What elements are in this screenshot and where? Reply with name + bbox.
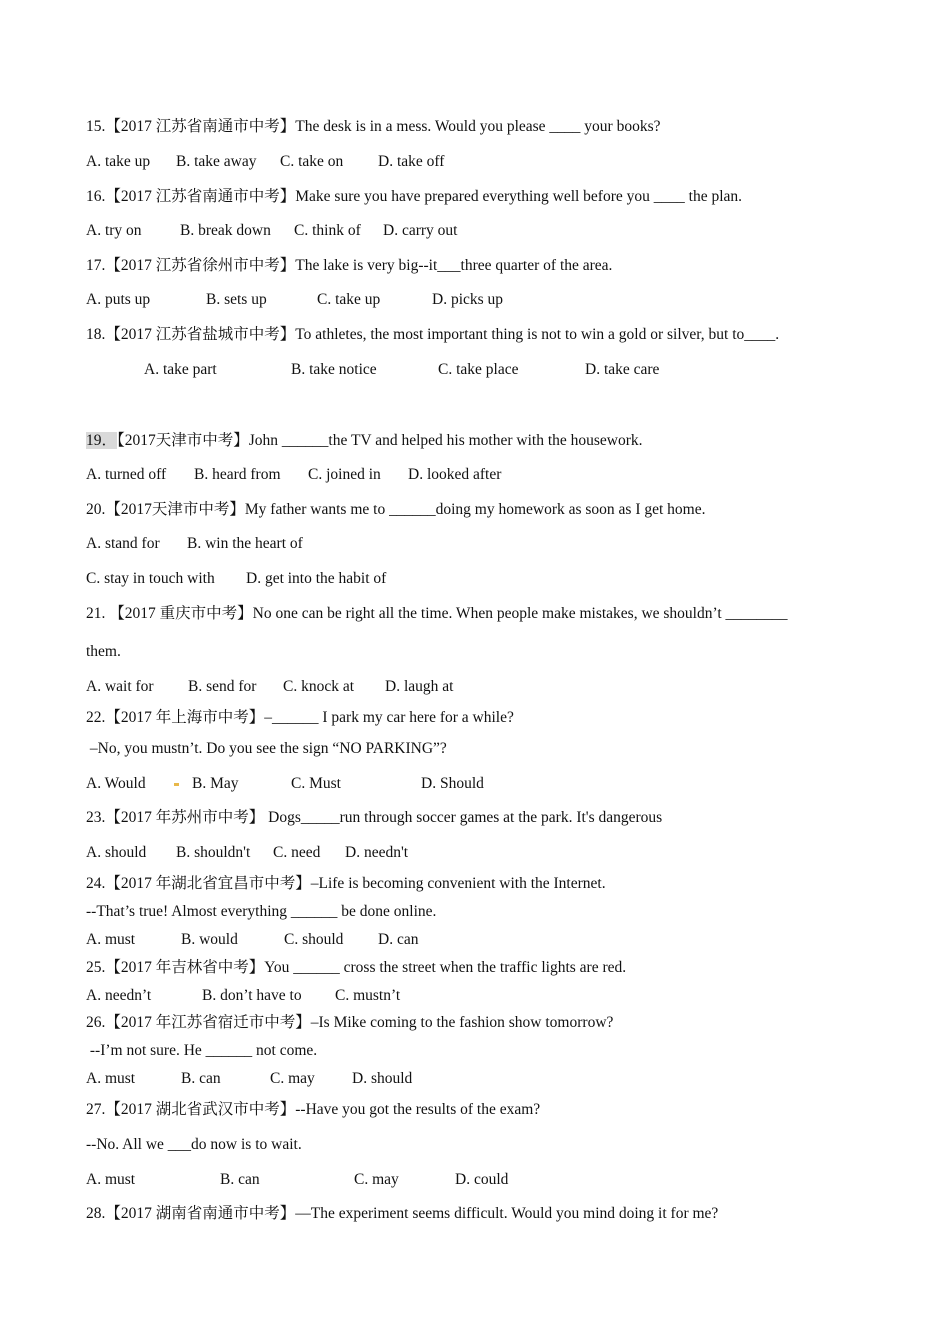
question-28: 28.【2017 湖南省南通市中考】—The experiment seems difficult. Would you mind doing it for me? bbox=[86, 1205, 719, 1222]
question-17-options bbox=[86, 291, 886, 309]
option-b: B. sets up bbox=[206, 291, 267, 308]
question-22-answer: –No, you mustn’t. Do you see the sign “NO PARKING”? bbox=[86, 740, 447, 757]
question-18: 18.【2017 江苏省盐城市中考】To athletes, the most important thing is not to win a gold or silver, but to____. bbox=[86, 326, 780, 343]
question-19-options bbox=[86, 466, 886, 484]
question-27-answer: --No. All we ___do now is to wait. bbox=[86, 1136, 302, 1153]
option-a: A. must bbox=[86, 1070, 136, 1087]
option-c: C. may bbox=[270, 1070, 315, 1087]
question-17: 17.【2017 江苏省徐州市中考】The lake is very big--it___three quarter of the area. bbox=[86, 257, 613, 274]
option-c: C. joined in bbox=[308, 466, 381, 483]
option-c: C. take place bbox=[438, 361, 519, 378]
question-21-continuation: them. bbox=[86, 643, 121, 660]
option-a: A. puts up bbox=[86, 291, 151, 308]
option-b: B. would bbox=[181, 931, 238, 948]
option-b: B. break down bbox=[180, 222, 271, 239]
question-23: 23.【2017 年苏州市中考】 Dogs_____run through soccer games at the park. It's dangerous bbox=[86, 809, 663, 826]
option-d: D. picks up bbox=[432, 291, 504, 308]
option-b: B. heard from bbox=[194, 466, 281, 483]
question-25: 25.【2017 年吉林省中考】You ______ cross the street when the traffic lights are red. bbox=[86, 959, 627, 976]
option-a: A. must bbox=[86, 1171, 136, 1188]
question-22-options bbox=[86, 775, 886, 793]
option-a: A. should bbox=[86, 844, 147, 861]
question-20-options-row1 bbox=[86, 535, 886, 553]
option-c: C. may bbox=[354, 1171, 399, 1188]
option-d: D. laugh at bbox=[385, 678, 454, 695]
option-a: A. must bbox=[86, 931, 136, 948]
option-b: B. win the heart of bbox=[187, 535, 303, 552]
option-c: C. knock at bbox=[283, 678, 355, 695]
question-15: 15.【2017 江苏省南通市中考】The desk is in a mess. Would you please ____ your books? bbox=[86, 118, 661, 135]
question-26-answer: --I’m not sure. He ______ not come. bbox=[86, 1042, 318, 1059]
question-15-options bbox=[86, 153, 886, 171]
question-19-text: 【2017天津市中考】John ______the TV and helped his mother with the housework. bbox=[117, 432, 643, 449]
option-d: D. can bbox=[378, 931, 419, 948]
option-d: D. should bbox=[352, 1070, 413, 1087]
option-d: D. take off bbox=[378, 153, 445, 170]
option-d: D. Should bbox=[421, 775, 484, 792]
question-26-options bbox=[86, 1070, 886, 1088]
question-number-highlight: 19． bbox=[86, 432, 118, 449]
option-c: C. stay in touch with bbox=[86, 570, 215, 587]
option-d: D. take care bbox=[585, 361, 660, 378]
option-b: B. send for bbox=[188, 678, 257, 695]
option-d: D. carry out bbox=[383, 222, 458, 239]
option-a: A. Would bbox=[86, 775, 146, 792]
option-c: C. take up bbox=[317, 291, 381, 308]
option-c: C. mustn’t bbox=[335, 987, 401, 1004]
option-b: B. take notice bbox=[291, 361, 377, 378]
option-b: B. shouldn't bbox=[176, 844, 251, 861]
option-d: D. looked after bbox=[408, 466, 502, 483]
question-24: 24.【2017 年湖北省宜昌市中考】–Life is becoming convenient with the Internet. bbox=[86, 875, 606, 892]
question-20: 20.【2017天津市中考】My father wants me to ______doing my homework as soon as I get home. bbox=[86, 501, 706, 518]
option-b: B. take away bbox=[176, 153, 257, 170]
option-a: A. turned off bbox=[86, 466, 167, 483]
option-b: B. May bbox=[192, 775, 239, 792]
option-a: A. take up bbox=[86, 153, 151, 170]
question-27: 27.【2017 湖北省武汉市中考】--Have you got the results of the exam? bbox=[86, 1101, 541, 1118]
option-d: D. needn't bbox=[345, 844, 409, 861]
question-20-options-row2 bbox=[86, 570, 886, 588]
question-27-options bbox=[86, 1171, 886, 1189]
question-24-answer: --That’s true! Almost everything ______ be done online. bbox=[86, 903, 437, 920]
question-19 bbox=[86, 432, 643, 450]
option-a: A. take part bbox=[144, 361, 217, 378]
option-d: D. could bbox=[455, 1171, 509, 1188]
question-16-options bbox=[86, 222, 886, 240]
option-c: C. Must bbox=[291, 775, 341, 792]
question-22: 22.【2017 年上海市中考】–______ I park my car here for a while? bbox=[86, 709, 514, 726]
option-b: B. can bbox=[181, 1070, 221, 1087]
text-marker bbox=[174, 783, 179, 786]
question-25-options bbox=[86, 987, 886, 1005]
option-a: A. stand for bbox=[86, 535, 160, 552]
question-21: 21. 【2017 重庆市中考】No one can be right all the time. When people make mistakes, we shouldn’t ________ bbox=[86, 605, 788, 622]
question-26: 26.【2017 年江苏省宿迁市中考】–Is Mike coming to the fashion show tomorrow? bbox=[86, 1014, 614, 1031]
option-c: C. take on bbox=[280, 153, 344, 170]
question-16: 16.【2017 江苏省南通市中考】Make sure you have prepared everything well before you ____ the plan. bbox=[86, 188, 743, 205]
option-c: C. should bbox=[284, 931, 344, 948]
option-a: A. try on bbox=[86, 222, 142, 239]
option-c: C. need bbox=[273, 844, 321, 861]
question-24-options bbox=[86, 931, 886, 949]
option-a: A. needn’t bbox=[86, 987, 152, 1004]
option-c: C. think of bbox=[294, 222, 361, 239]
option-b: B. don’t have to bbox=[202, 987, 302, 1004]
question-18-options bbox=[86, 361, 886, 379]
option-b: B. can bbox=[220, 1171, 260, 1188]
option-d: D. get into the habit of bbox=[246, 570, 387, 587]
option-a: A. wait for bbox=[86, 678, 154, 695]
question-23-options bbox=[86, 844, 886, 862]
question-21-options bbox=[86, 678, 886, 696]
